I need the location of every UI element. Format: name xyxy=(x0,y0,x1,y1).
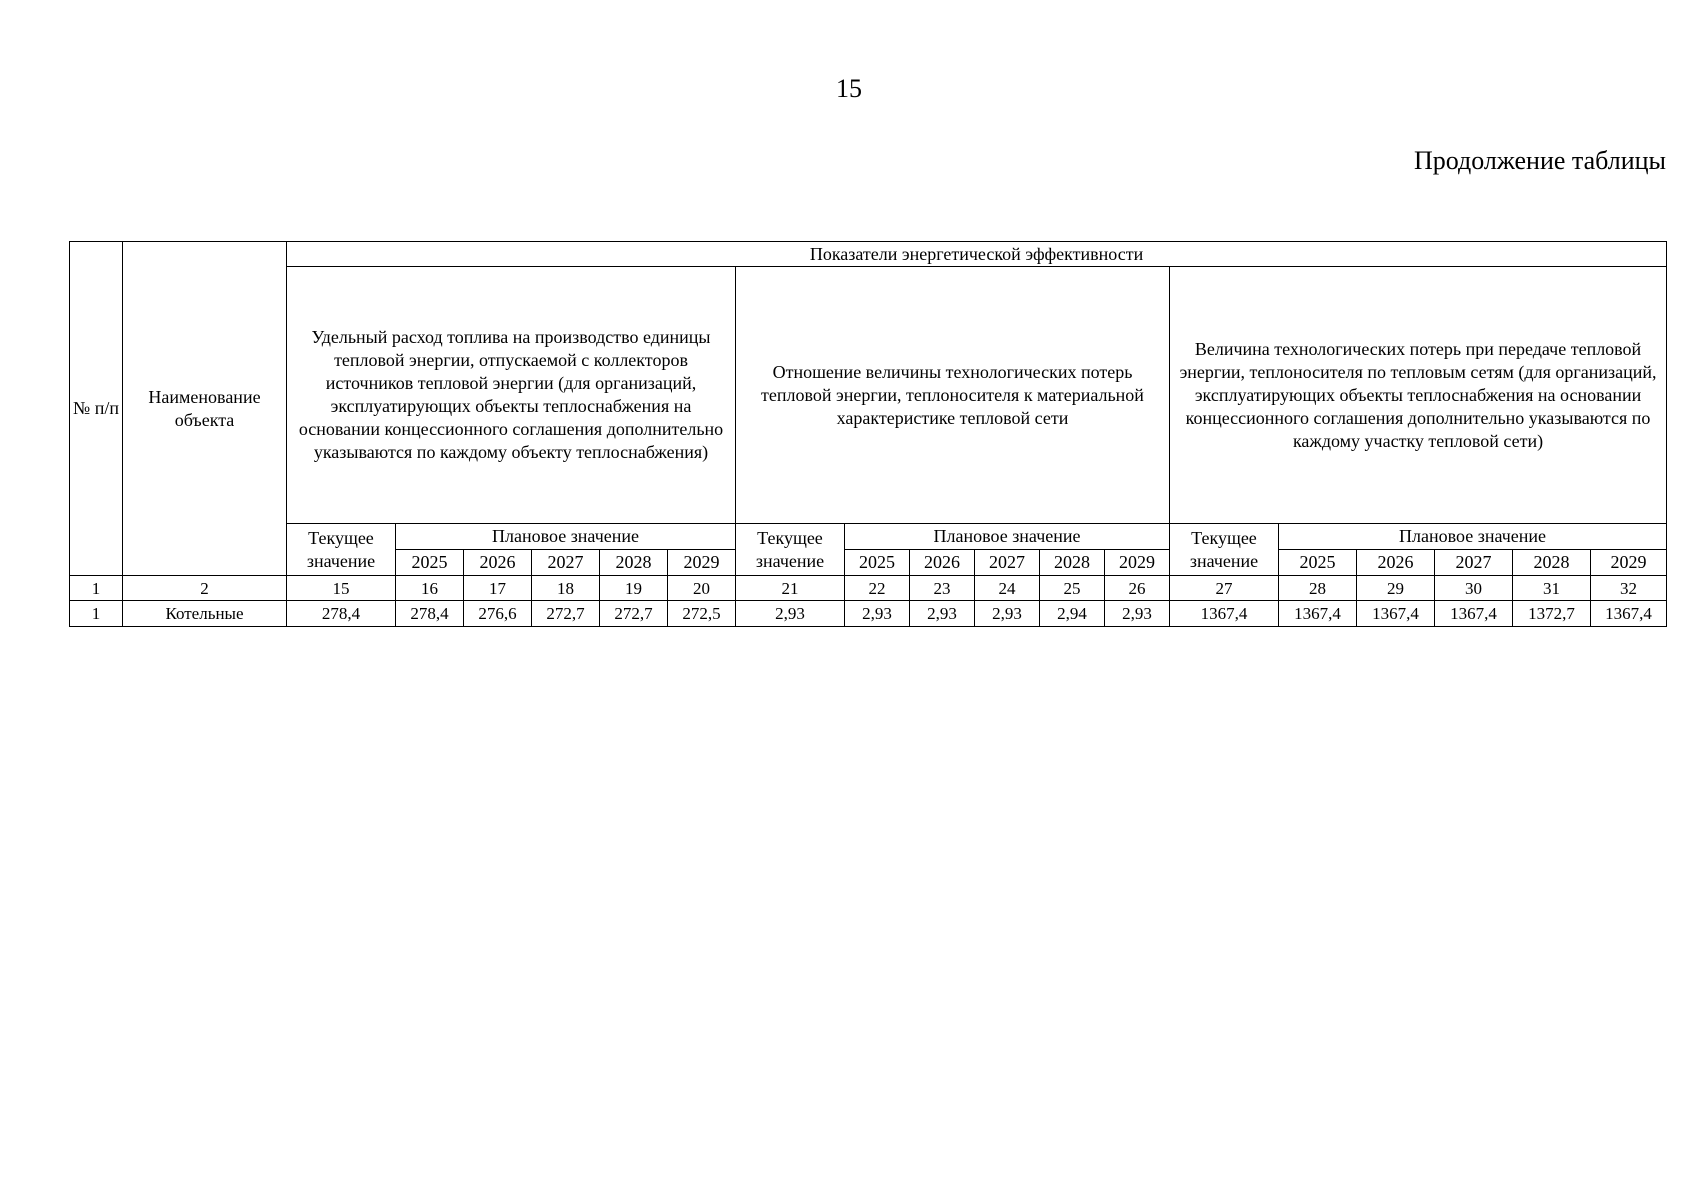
table-cell: 2,93 xyxy=(910,601,975,627)
year-header: 2026 xyxy=(1357,550,1435,576)
table-cell: 1372,7 xyxy=(1513,601,1591,627)
table-cell: 272,7 xyxy=(532,601,600,627)
column-number: 24 xyxy=(975,576,1040,601)
indicator-transmission-losses: Величина технологических потерь при передаче тепловой энергии, теплоносителя по тепловым сетям (для организаций, эксплуатирующих объекты теплоснабжения на основании концессионного соглашения дополнительно указываются по каждому участку тепловой сети) xyxy=(1170,267,1667,524)
year-header: 2026 xyxy=(464,550,532,576)
year-header: 2025 xyxy=(396,550,464,576)
column-number: 23 xyxy=(910,576,975,601)
column-number: 18 xyxy=(532,576,600,601)
column-number: 31 xyxy=(1513,576,1591,601)
indicator-losses-ratio: Отношение величины технологических потерь тепловой энергии, теплоносителя к материальной характеристике тепловой сети xyxy=(736,267,1170,524)
column-number: 30 xyxy=(1435,576,1513,601)
header-object-name: Наименование объекта xyxy=(123,242,287,576)
column-number: 2 xyxy=(123,576,287,601)
year-header: 2027 xyxy=(532,550,600,576)
column-number: 25 xyxy=(1040,576,1105,601)
table-cell: Котельные xyxy=(123,601,287,627)
year-header: 2028 xyxy=(1513,550,1591,576)
table-row xyxy=(70,601,1667,627)
table-cell: 2,93 xyxy=(975,601,1040,627)
column-number: 29 xyxy=(1357,576,1435,601)
page-number: 15 xyxy=(836,74,862,103)
column-number: 27 xyxy=(1170,576,1279,601)
table-cell: 2,93 xyxy=(845,601,910,627)
table-cell: 1367,4 xyxy=(1170,601,1279,627)
column-number: 17 xyxy=(464,576,532,601)
table-cell: 1367,4 xyxy=(1357,601,1435,627)
table-cell: 272,5 xyxy=(668,601,736,627)
table-cell: 272,7 xyxy=(600,601,668,627)
planned-value-header: Плановое значение xyxy=(1279,524,1667,550)
indicator-fuel-consumption: Удельный расход топлива на производство единицы тепловой энергии, отпускаемой с коллекторов источников тепловой энергии (для организаций, эксплуатирующих объекты теплоснабжения на основании концессионного соглашения дополнительно указываются по каждому объекту теплоснабжения) xyxy=(287,267,736,524)
year-header: 2025 xyxy=(1279,550,1357,576)
table-cell: 1367,4 xyxy=(1435,601,1513,627)
table-cell: 1367,4 xyxy=(1591,601,1667,627)
year-header: 2027 xyxy=(975,550,1040,576)
column-number: 32 xyxy=(1591,576,1667,601)
current-value-header: Текущее значение xyxy=(1170,524,1279,576)
year-header: 2025 xyxy=(845,550,910,576)
year-header: 2029 xyxy=(1591,550,1667,576)
table-cell: 1 xyxy=(70,601,123,627)
column-number: 19 xyxy=(600,576,668,601)
column-number: 15 xyxy=(287,576,396,601)
year-header: 2026 xyxy=(910,550,975,576)
planned-value-header: Плановое значение xyxy=(396,524,736,550)
column-number: 16 xyxy=(396,576,464,601)
table-cell: 2,93 xyxy=(1105,601,1170,627)
header-group-title: Показатели энергетической эффективности xyxy=(287,242,1667,267)
planned-value-header: Плановое значение xyxy=(845,524,1170,550)
column-number: 1 xyxy=(70,576,123,601)
year-header: 2027 xyxy=(1435,550,1513,576)
year-header: 2029 xyxy=(668,550,736,576)
column-number-row xyxy=(70,576,1667,601)
column-number: 26 xyxy=(1105,576,1170,601)
year-header: 2028 xyxy=(1040,550,1105,576)
table-cell: 276,6 xyxy=(464,601,532,627)
table-cell: 278,4 xyxy=(287,601,396,627)
column-number: 20 xyxy=(668,576,736,601)
current-value-header: Текущее значение xyxy=(287,524,396,576)
header-row-number: № п/п xyxy=(70,242,123,576)
table-cell: 1367,4 xyxy=(1279,601,1357,627)
column-number: 21 xyxy=(736,576,845,601)
table-continuation-label: Продолжение таблицы xyxy=(1414,146,1666,175)
current-value-header: Текущее значение xyxy=(736,524,845,576)
column-number: 28 xyxy=(1279,576,1357,601)
year-header: 2028 xyxy=(600,550,668,576)
table-cell: 2,94 xyxy=(1040,601,1105,627)
table-cell: 2,93 xyxy=(736,601,845,627)
table-cell: 278,4 xyxy=(396,601,464,627)
energy-efficiency-table xyxy=(69,241,1667,627)
year-header: 2029 xyxy=(1105,550,1170,576)
column-number: 22 xyxy=(845,576,910,601)
